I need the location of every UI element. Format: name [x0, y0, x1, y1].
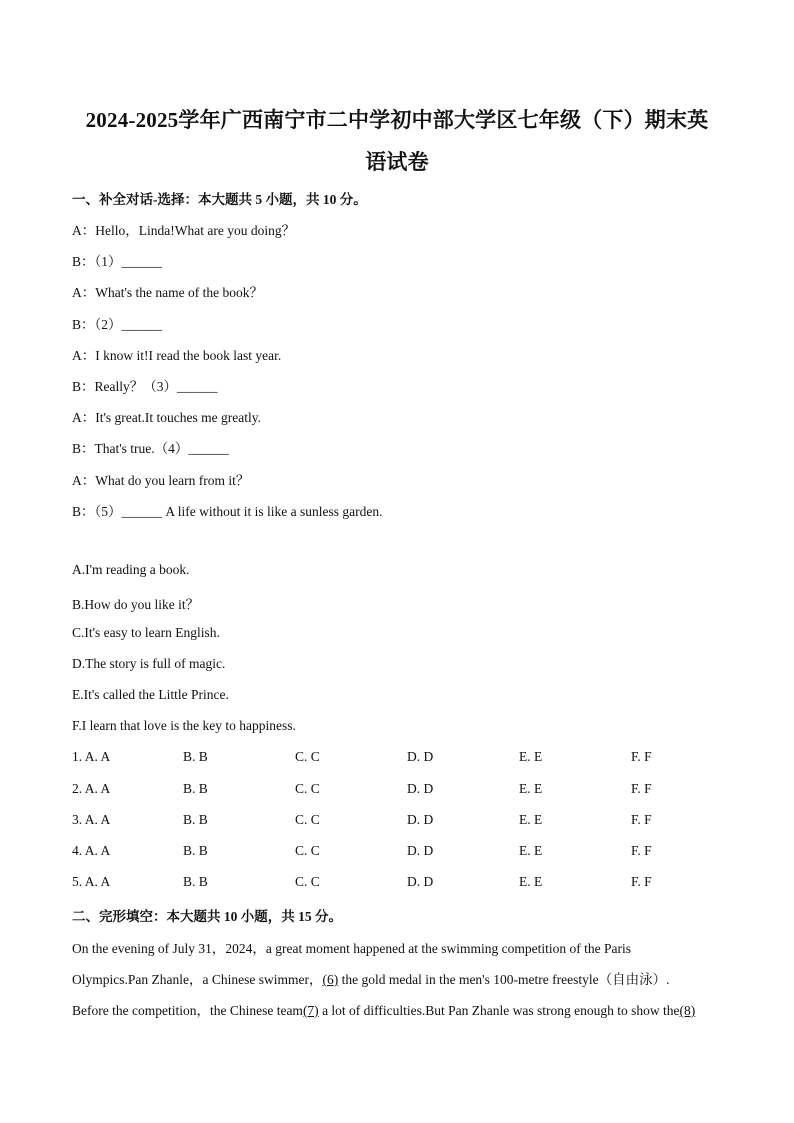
answer-choice[interactable]: B. B: [183, 874, 208, 889]
answer-choice[interactable]: C. C: [295, 749, 320, 764]
option-line: E.It's called the Little Prince.: [72, 687, 229, 702]
dialogue-line: A：What's the name of the book？: [72, 285, 264, 300]
dialogue-line: B：（1）______: [72, 254, 163, 269]
passage-line: On the evening of July 31，2024，a great moment happened at the swimming competition of the Paris: [72, 941, 632, 956]
answer-choice[interactable]: B. B: [183, 812, 208, 827]
answer-choice[interactable]: D. D: [407, 812, 434, 827]
dialogue-line: B：（2）______: [72, 317, 163, 332]
answer-choice[interactable]: 3. A. A: [72, 812, 111, 827]
answer-choice[interactable]: B. B: [183, 749, 208, 764]
answer-choice[interactable]: F. F: [631, 843, 652, 858]
section-1-heading: 一、补全对话-选择：本大题共 5 小题，共 10 分。: [72, 192, 367, 207]
answer-row: [72, 812, 732, 830]
answer-choice[interactable]: D. D: [407, 749, 434, 764]
answer-choice[interactable]: 4. A. A: [72, 843, 111, 858]
section-2-heading: 二、完形填空：本大题共 10 小题，共 15 分。: [72, 909, 342, 924]
answer-row: [72, 781, 732, 799]
answer-choice[interactable]: E. E: [519, 874, 543, 889]
answer-choice[interactable]: C. C: [295, 843, 320, 858]
dialogue-line: B：（5）______ A life without it is like a sunless garden.: [72, 504, 383, 519]
cloze-blank-6[interactable]: (6): [322, 972, 339, 987]
answer-choice[interactable]: E. E: [519, 749, 543, 764]
answer-row: [72, 749, 732, 767]
exam-title-line-1: 2024-2025学年广西南宁市二中学初中部大学区七年级（下）期末英: [85, 108, 709, 132]
answer-choice[interactable]: D. D: [407, 781, 434, 796]
dialogue-line: A：I know it!I read the book last year.: [72, 348, 282, 363]
answer-choice[interactable]: F. F: [631, 749, 652, 764]
option-line: A.I'm reading a book.: [72, 562, 190, 577]
answer-choice[interactable]: C. C: [295, 874, 320, 889]
option-line: C.It's easy to learn English.: [72, 625, 220, 640]
dialogue-line: A：It's great.It touches me greatly.: [72, 410, 261, 425]
passage-text: Before the competition，the Chinese team: [72, 1003, 303, 1018]
passage-line: [72, 968, 724, 988]
exam-title-line-2: 语试卷: [365, 150, 429, 174]
option-line: D.The story is full of magic.: [72, 656, 226, 671]
passage-text: a lot of difficulties.But Pan Zhanle was strong enough to show the: [318, 1003, 680, 1018]
answer-choice[interactable]: B. B: [183, 843, 208, 858]
answer-choice[interactable]: B. B: [183, 781, 208, 796]
answer-choice[interactable]: D. D: [407, 874, 434, 889]
answer-choice[interactable]: C. C: [295, 781, 320, 796]
dialogue-line: B：Really？（3）______: [72, 379, 218, 394]
answer-choice[interactable]: D. D: [407, 843, 434, 858]
answer-choice[interactable]: F. F: [631, 781, 652, 796]
answer-choice[interactable]: C. C: [295, 812, 320, 827]
dialogue-line: B：That's true.（4）______: [72, 441, 229, 456]
option-line: B.How do you like it？: [72, 597, 200, 612]
answer-row: [72, 843, 732, 861]
answer-choice[interactable]: 5. A. A: [72, 874, 111, 889]
answer-choice[interactable]: E. E: [519, 781, 543, 796]
answer-choice[interactable]: E. E: [519, 843, 543, 858]
answer-choice[interactable]: F. F: [631, 812, 652, 827]
option-line: F.I learn that love is the key to happiness.: [72, 718, 296, 733]
passage-line: [72, 999, 724, 1019]
passage-text: Olympics.Pan Zhanle，a Chinese swimmer，: [72, 972, 323, 987]
answer-choice[interactable]: E. E: [519, 812, 543, 827]
answer-row: [72, 874, 732, 892]
passage-text: the gold medal in the men's 100-metre freestyle（自由泳）.: [338, 972, 670, 987]
cloze-blank-8[interactable]: (8): [679, 1003, 696, 1018]
answer-choice[interactable]: F. F: [631, 874, 652, 889]
dialogue-line: A：What do you learn from it？: [72, 473, 250, 488]
answer-choice[interactable]: 1. A. A: [72, 749, 111, 764]
answer-choice[interactable]: 2. A. A: [72, 781, 111, 796]
cloze-blank-7[interactable]: (7): [302, 1003, 319, 1018]
dialogue-line: A：Hello，Linda!What are you doing？: [72, 223, 296, 238]
